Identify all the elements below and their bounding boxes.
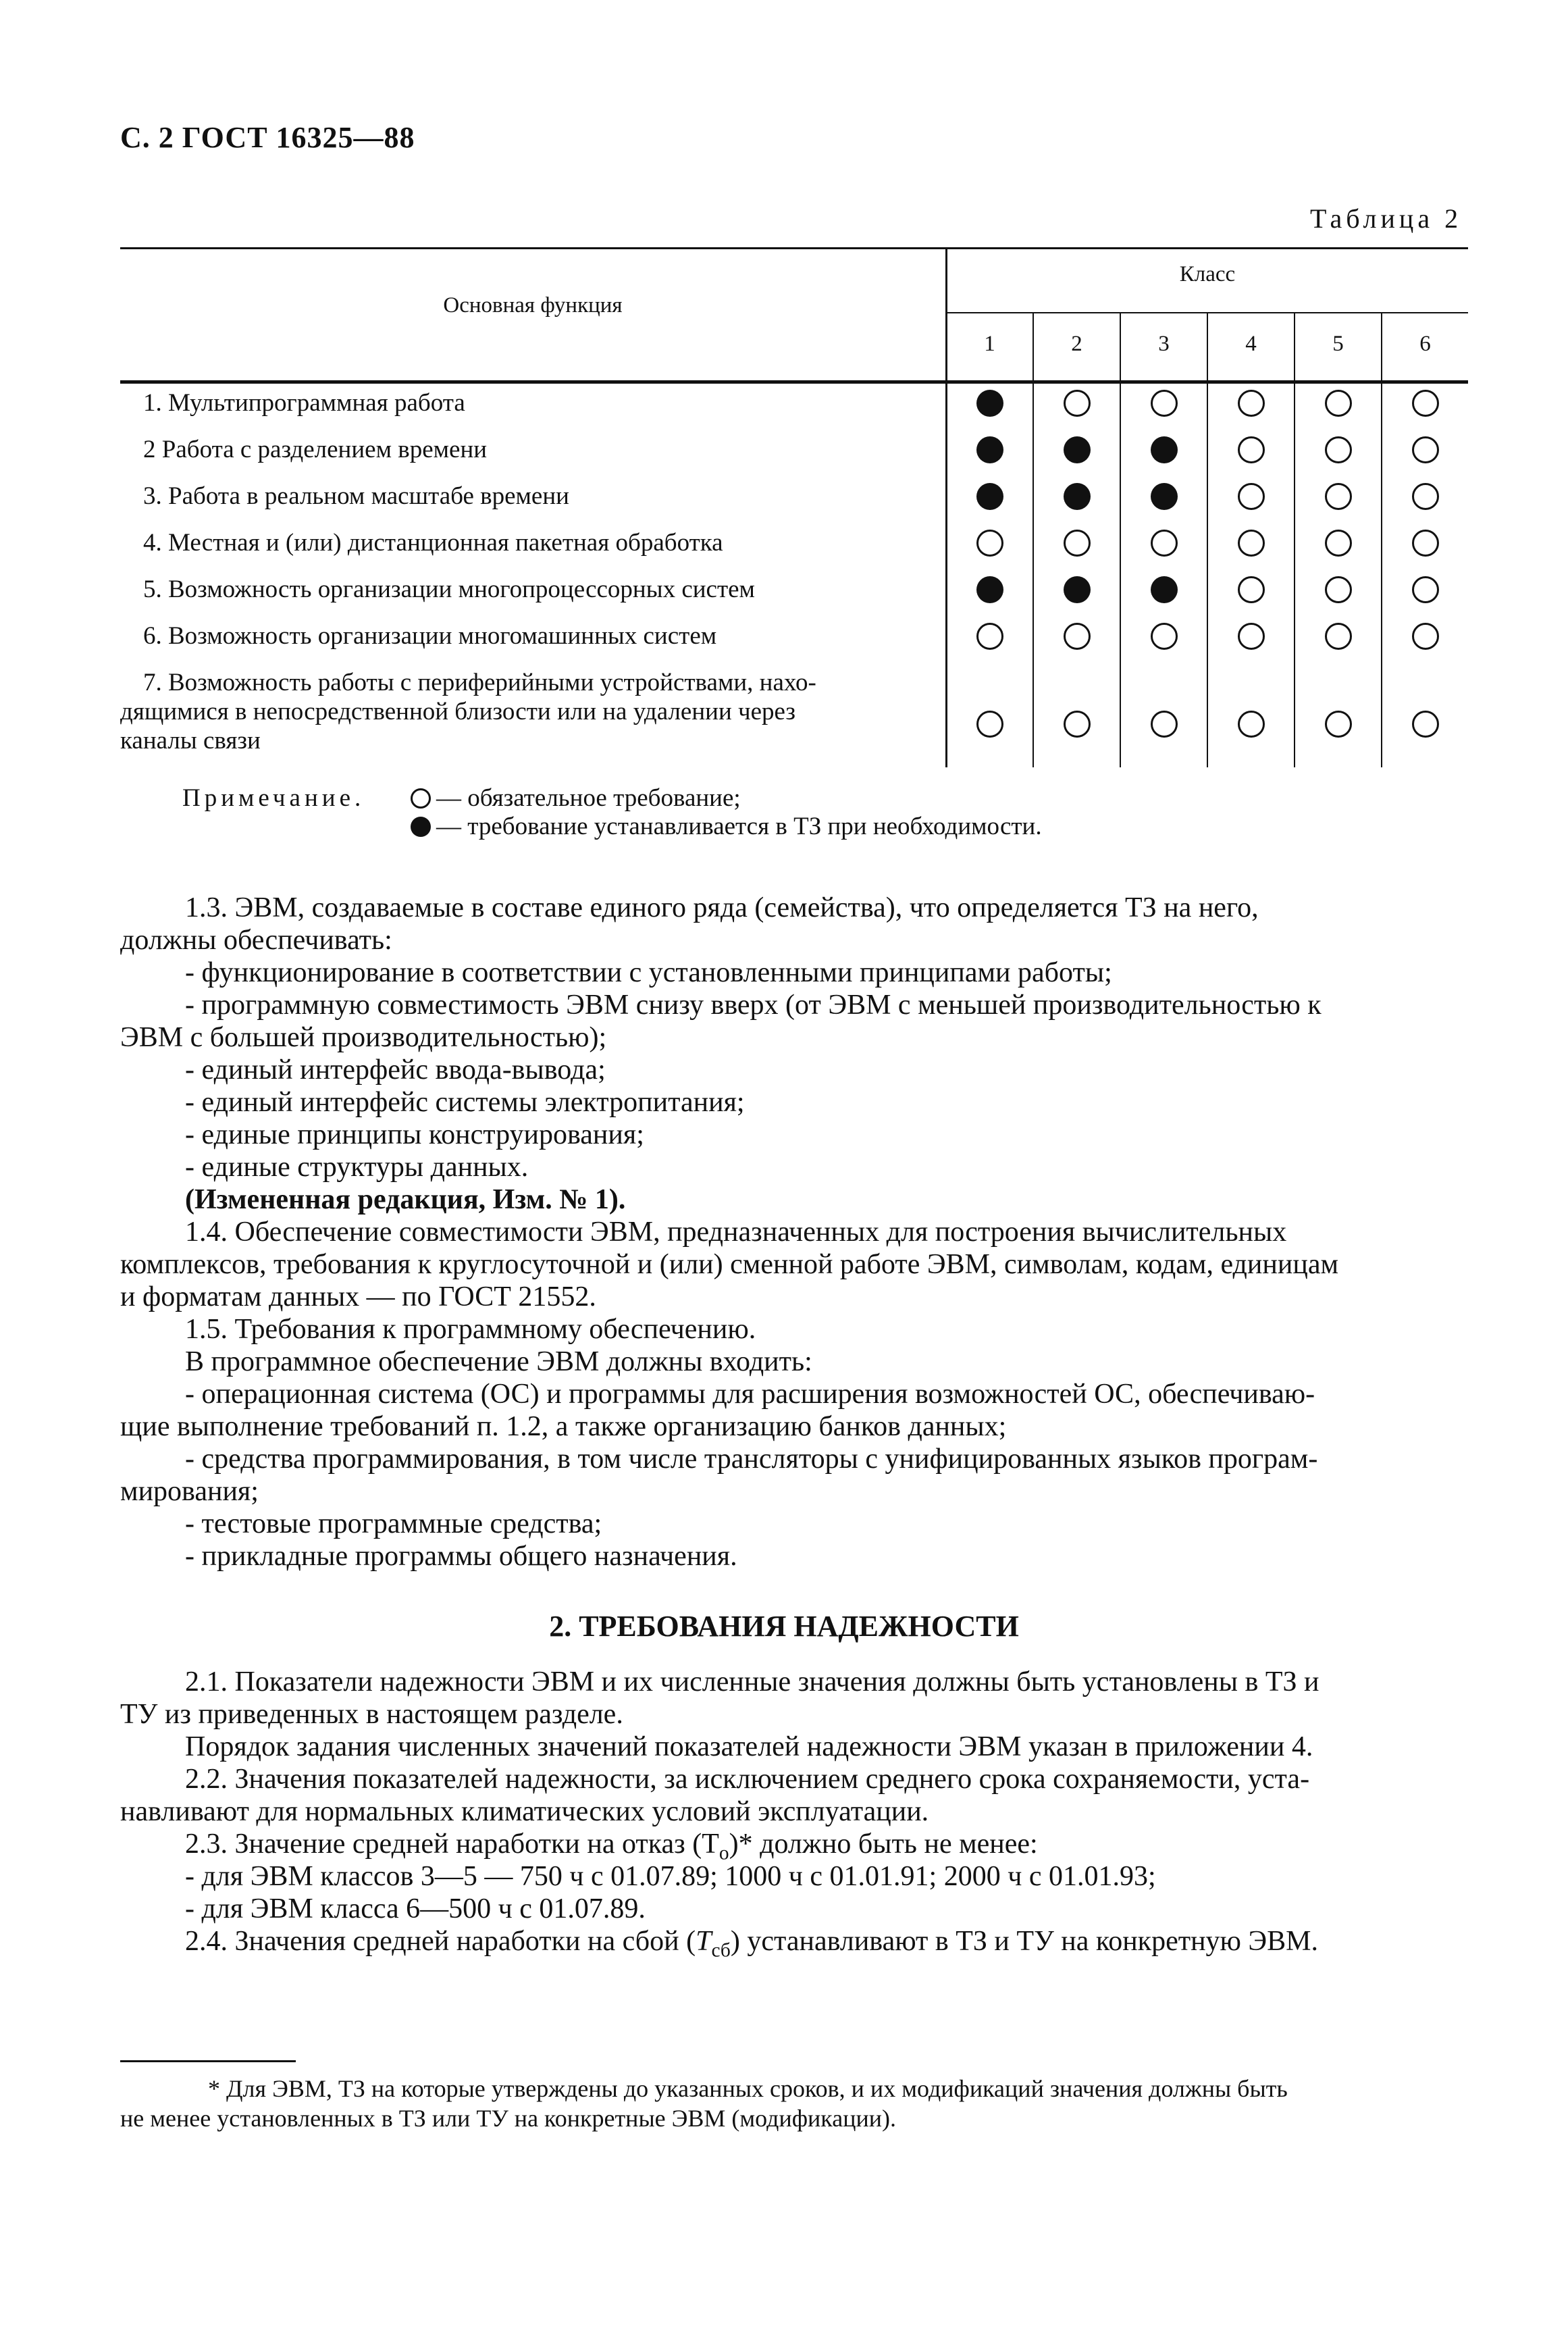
table-row-label: дящимися в непосредственной близости или на удалении через (120, 698, 796, 725)
hollow-circle-mark (976, 623, 1003, 650)
para-1-5-cont: В программное обеспечение ЭВМ должны входить: (185, 1346, 812, 1377)
hollow-circle-mark (1412, 390, 1439, 417)
list-item: - для ЭВМ класса 6—500 ч с 01.07.89. (185, 1893, 646, 1924)
list-item-cont: ЭВМ с большей производительностью); (120, 1022, 607, 1053)
page-header: С. 2 ГОСТ 16325—88 (120, 121, 415, 154)
hollow-circle-mark (1238, 390, 1265, 417)
class-number: 5 (1332, 332, 1344, 356)
footnote-line: не менее установленных в ТЗ или ТУ на конкретные ЭВМ (модификации). (120, 2105, 897, 2132)
note-required (411, 784, 741, 813)
filled-circle-icon (411, 817, 431, 837)
para-1-4-cont: комплексов, требования к круглосуточной и (или) сменной работе ЭВМ, символам, кодам, единицам (120, 1249, 1339, 1280)
list-item: - единые принципы конструирования; (185, 1119, 644, 1150)
para-1-4-cont: и форматам данных — по ГОСТ 21552. (120, 1281, 596, 1312)
filled-circle-mark (976, 483, 1003, 510)
list-item-cont: мирования; (120, 1476, 259, 1507)
para-2-4-text-end: ) устанавливают в ТЗ и ТУ на конкретную ЭВМ. (730, 1926, 1319, 1957)
hollow-circle-mark (1151, 530, 1178, 557)
list-item: - единые структуры данных. (185, 1152, 529, 1183)
class-number: 4 (1245, 332, 1257, 356)
para-2-1: 2.1. Показатели надежности ЭВМ и их численные значения должны быть установлены в ТЗ и (185, 1666, 1319, 1697)
list-item-cont: щие выполнение требований п. 1.2, а также организацию банков данных; (120, 1411, 1007, 1442)
hollow-circle-mark (1238, 576, 1265, 603)
hollow-circle-mark (1238, 711, 1265, 738)
table-caption: Таблица 2 (1310, 203, 1463, 234)
table-row-label: 7. Возможность работы с периферийными устройствами, нахо- (143, 669, 816, 696)
para-2-4-text: 2.4. Значения средней наработки на сбой ( (185, 1926, 696, 1957)
filled-circle-mark (1151, 576, 1178, 603)
table-row-label: 6. Возможность организации многомашинных систем (143, 622, 717, 650)
col-divider (1120, 313, 1121, 767)
hollow-circle-mark (1325, 483, 1352, 510)
note-prefix: Примечание. (182, 784, 365, 812)
table-header-rule (120, 380, 1468, 384)
class-number: 6 (1419, 332, 1431, 356)
hollow-circle-mark (1151, 711, 1178, 738)
table-row-label: 3. Работа в реальном масштабе времени (143, 482, 569, 510)
hollow-circle-mark (1412, 576, 1439, 603)
para-2-1-order: Порядок задания численных значений показателей надежности ЭВМ указан в приложении 4. (185, 1731, 1313, 1762)
footnote-rule (120, 2060, 296, 2062)
para-1-3-cont: должны обеспечивать: (120, 925, 392, 956)
para-2-2: 2.2. Значения показателей надежности, за исключением среднего срока сохраняемости, уста- (185, 1764, 1310, 1795)
class-number: 1 (984, 332, 995, 356)
list-item: - программную совместимость ЭВМ снизу вверх (от ЭВМ с меньшей производительностью к (185, 990, 1322, 1021)
para-1-5: 1.5. Требования к программному обеспечению. (185, 1314, 756, 1345)
para-2-4-symbol: Т (696, 1926, 712, 1957)
filled-circle-mark (976, 576, 1003, 603)
note-optional-text: — требование устанавливается в ТЗ при необходимости. (436, 813, 1042, 840)
para-1-3: 1.3. ЭВМ, создаваемые в составе единого ряда (семейства), что определяется ТЗ на него, (185, 892, 1259, 923)
header-class: Класс (1179, 262, 1236, 286)
amendment-note: (Измененная редакция, Изм. № 1). (185, 1184, 626, 1215)
table-row-label: 4. Местная и (или) дистанционная пакетная обработка (143, 529, 723, 557)
para-2-3-text: 2.3. Значение средней наработки на отказ (Т (185, 1829, 719, 1860)
para-2-4 (185, 1925, 1318, 1966)
filled-circle-mark (1151, 483, 1178, 510)
col-divider (1207, 313, 1208, 767)
list-item: - средства программирования, в том числе трансляторы с унифицированных языков програм- (185, 1443, 1318, 1475)
table-row-label: 2 Работа с разделением времени (143, 436, 488, 463)
list-item: - единый интерфейс системы электропитания; (185, 1087, 745, 1118)
list-item: - операционная система (ОС) и программы для расширения возможностей ОС, обеспечиваю- (185, 1379, 1315, 1410)
col-divider (1381, 313, 1382, 767)
hollow-circle-mark (1412, 711, 1439, 738)
para-2-1-cont: ТУ из приведенных в настоящем разделе. (120, 1699, 623, 1730)
hollow-circle-mark (1151, 623, 1178, 650)
para-2-2-cont: навливают для нормальных климатических условий эксплуатации. (120, 1796, 929, 1827)
note-required-text: — обязательное требование; (436, 784, 741, 812)
table-top-rule (120, 247, 1468, 249)
table-row-label: 1. Мультипрограммная работа (143, 389, 465, 417)
list-item: - единый интерфейс ввода-вывода; (185, 1054, 606, 1085)
hollow-circle-mark (1064, 530, 1091, 557)
footnote-line: * Для ЭВМ, ТЗ на которые утверждены до указанных сроков, и их модификаций значения должны быть (208, 2075, 1288, 2102)
hollow-circle-mark (976, 711, 1003, 738)
para-2-4-sub: сб (711, 1939, 731, 1962)
hollow-circle-mark (1064, 623, 1091, 650)
table-row-label: 5. Возможность организации многопроцессорных систем (143, 576, 755, 603)
hollow-circle-mark (1325, 436, 1352, 463)
list-item: - функционирование в соответствии с установленными принципами работы; (185, 957, 1112, 988)
para-2-3-sub: о (718, 1842, 729, 1864)
hollow-circle-mark (1064, 390, 1091, 417)
hollow-circle-mark (1064, 711, 1091, 738)
hollow-circle-mark (1325, 711, 1352, 738)
table-row-label: каналы связи (120, 727, 261, 755)
filled-circle-mark (1064, 576, 1091, 603)
header-function: Основная функция (443, 293, 623, 317)
col-divider (1294, 313, 1295, 767)
hollow-circle-mark (976, 530, 1003, 557)
hollow-circle-mark (1325, 623, 1352, 650)
section-heading: 2. ТРЕБОВАНИЯ НАДЕЖНОСТИ (549, 1610, 1019, 1643)
hollow-circle-mark (1238, 436, 1265, 463)
list-item: - прикладные программы общего назначения. (185, 1541, 737, 1572)
filled-circle-mark (1064, 436, 1091, 463)
filled-circle-mark (1151, 436, 1178, 463)
filled-circle-mark (976, 390, 1003, 417)
hollow-circle-mark (1412, 623, 1439, 650)
hollow-circle-mark (1325, 530, 1352, 557)
class-number: 3 (1158, 332, 1170, 356)
hollow-circle-mark (1151, 390, 1178, 417)
filled-circle-mark (1064, 483, 1091, 510)
list-item: - тестовые программные средства; (185, 1508, 602, 1539)
note-optional (411, 812, 1042, 841)
hollow-circle-mark (1238, 623, 1265, 650)
hollow-circle-mark (1412, 483, 1439, 510)
class-number: 2 (1071, 332, 1082, 356)
hollow-circle-mark (1325, 390, 1352, 417)
hollow-circle-mark (1412, 530, 1439, 557)
filled-circle-mark (976, 436, 1003, 463)
hollow-circle-mark (1412, 436, 1439, 463)
col-divider (1033, 313, 1034, 767)
list-item: - для ЭВМ классов 3—5 — 750 ч с 01.07.89; 1000 ч с 01.01.91; 2000 ч с 01.01.93; (185, 1861, 1156, 1892)
hollow-circle-mark (1325, 576, 1352, 603)
hollow-circle-icon (411, 788, 431, 809)
para-1-4: 1.4. Обеспечение совместимости ЭВМ, предназначенных для построения вычислительных (185, 1217, 1287, 1248)
table-divider (945, 247, 947, 767)
hollow-circle-mark (1238, 530, 1265, 557)
para-2-3-text-end: )* должно быть не менее: (729, 1829, 1038, 1860)
hollow-circle-mark (1238, 483, 1265, 510)
